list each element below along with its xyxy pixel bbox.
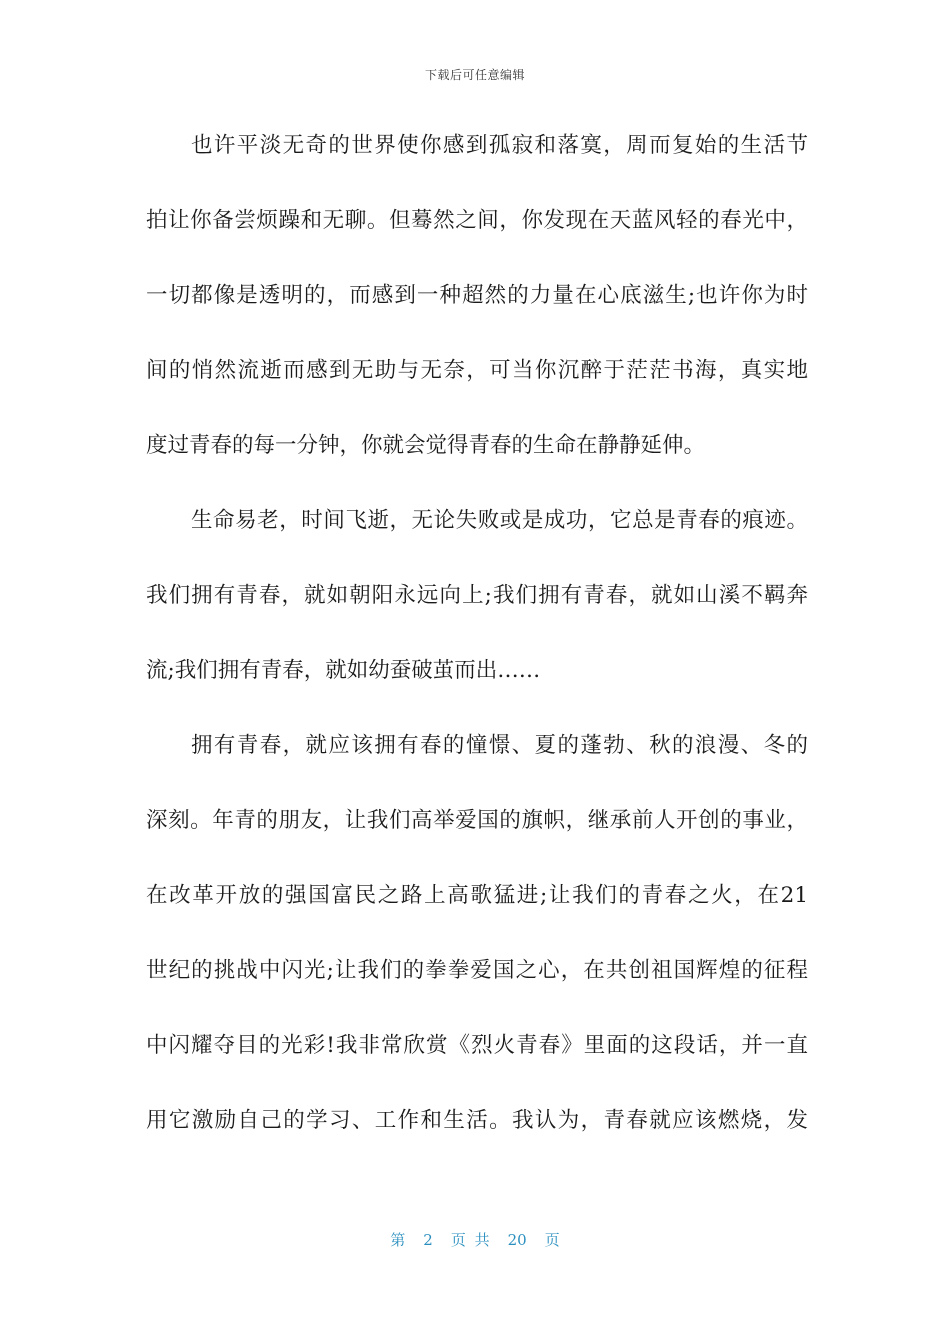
paragraph-1-line-3: 一切都像是透明的，而感到一种超然的力量在心底滋生;也许你为时 bbox=[146, 283, 808, 308]
paragraph-3-line-2: 深刻。年青的朋友，让我们高举爱国的旗帜，继承前人开创的事业， bbox=[146, 808, 808, 833]
footer-page-total: 20 bbox=[507, 1231, 527, 1249]
paragraph-2-line-3: 流;我们拥有青春，就如幼蚕破茧而出…… bbox=[146, 658, 541, 683]
paragraph-3-line-4: 世纪的挑战中闪光;让我们的拳拳爱国之心，在共创祖国辉煌的征程 bbox=[146, 958, 808, 983]
paragraph-3-line-3: 在改革开放的强国富民之路上高歌猛进;让我们的青春之火，在21 bbox=[146, 883, 808, 908]
page-footer bbox=[0, 1229, 950, 1250]
paragraph-3-line-1: 拥有青春，就应该拥有春的憧憬、夏的蓬勃、秋的浪漫、冬的 bbox=[191, 733, 808, 758]
paragraph-1-line-4: 间的悄然流逝而感到无助与无奈，可当你沉醉于茫茫书海，真实地 bbox=[146, 358, 808, 383]
paragraph-2-line-2: 我们拥有青春，就如朝阳永远向上;我们拥有青春，就如山溪不羁奔 bbox=[146, 583, 808, 608]
paragraph-1-line-1: 也许平淡无奇的世界使你感到孤寂和落寞，周而复始的生活节 bbox=[191, 133, 808, 158]
paragraph-1-line-2: 拍让你备尝烦躁和无聊。但蓦然之间，你发现在天蓝风轻的春光中， bbox=[146, 208, 808, 233]
paragraph-1-line-5: 度过青春的每一分钟，你就会觉得青春的生命在静静延伸。 bbox=[146, 433, 706, 458]
footer-page-mid: 页 共 bbox=[450, 1231, 490, 1249]
paragraph-3-line-5: 中闪耀夺目的光彩!我非常欣赏《烈火青春》里面的这段话，并一直 bbox=[146, 1033, 808, 1058]
footer-page-suffix: 页 bbox=[544, 1231, 560, 1249]
paragraph-2-line-1: 生命易老，时间飞逝，无论失败或是成功，它总是青春的痕迹。 bbox=[191, 508, 808, 533]
document-body bbox=[146, 124, 808, 1174]
page-header: 下载后可任意编辑 bbox=[424, 68, 525, 82]
footer-page-prefix: 第 bbox=[390, 1231, 406, 1249]
footer-page-number: 2 bbox=[423, 1231, 433, 1249]
paragraph-3-line-6: 用它激励自己的学习、工作和生活。我认为，青春就应该燃烧，发 bbox=[146, 1108, 808, 1133]
